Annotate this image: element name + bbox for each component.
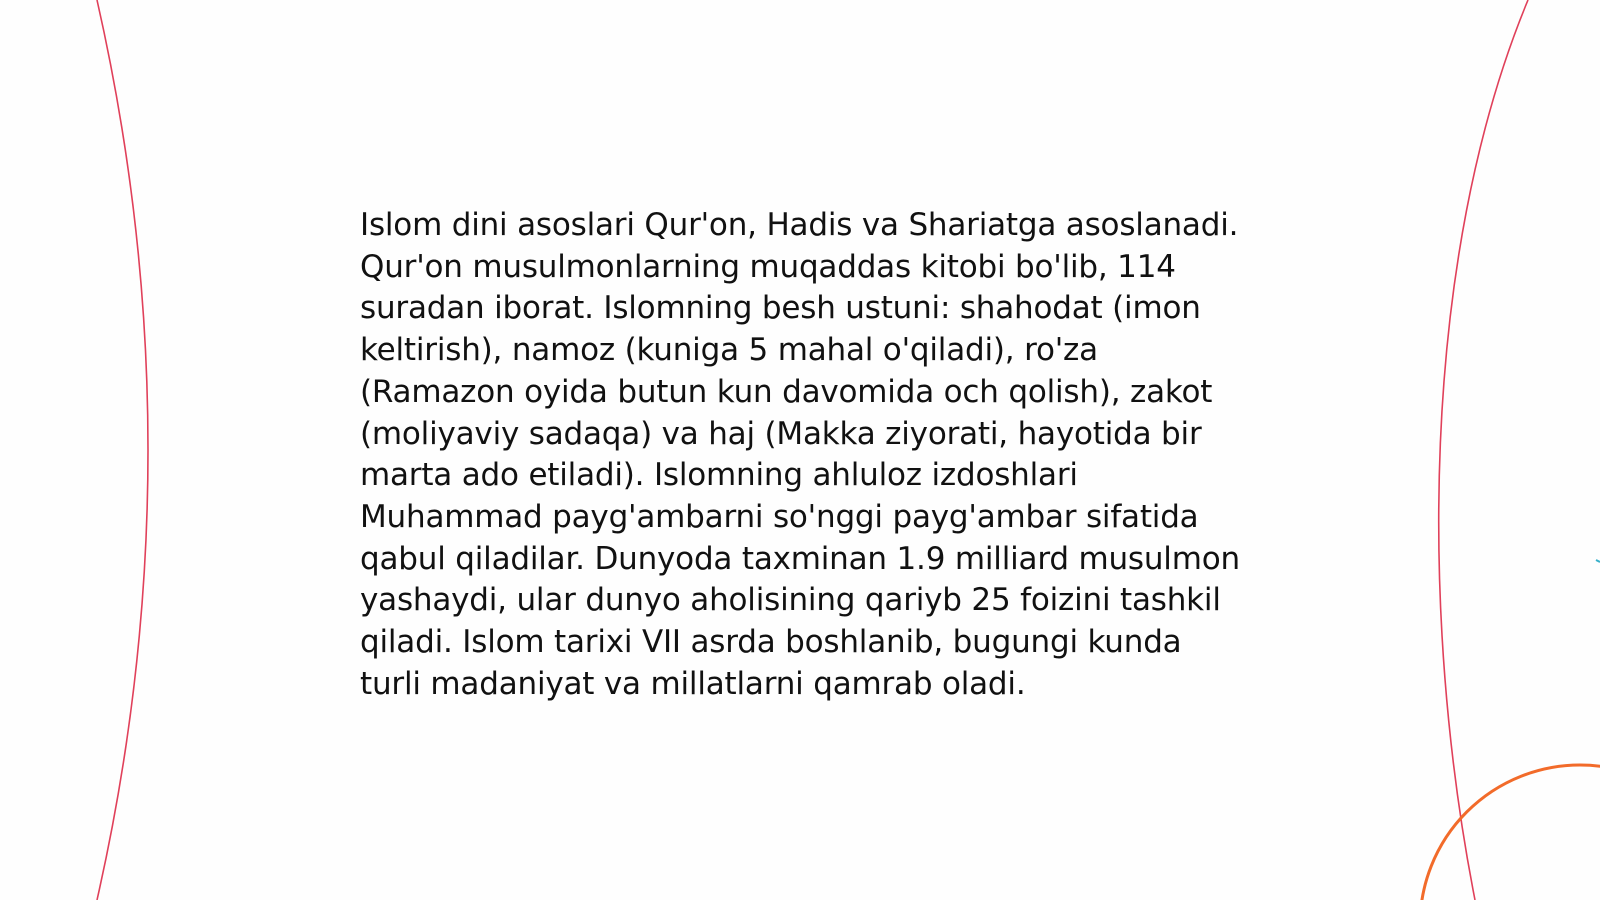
right-decorative-curve [1439,0,1528,900]
orange-decorative-circle [1420,765,1600,900]
left-decorative-curve [97,0,148,900]
slide-body-text: Islom dini asoslari Qur'on, Hadis va Shariatga asoslanadi. Qur'on musulmonlarning muqaddas kitobi bo'lib, 114 suradan iborat. Islomning besh ustuni: shahodat (imon keltirish), namoz (kuniga 5 mahal o'qiladi), ro'za (Ramazon oyida butun kun davomida och qolish), zakot (moliyaviy sadaqa) va haj (Makka ziyorati, hayotida bir marta ado etiladi). Islomning ahluloz izdoshlari Muhammad payg'ambarni so'nggi payg'ambar sifatida qabul qiladilar. Dunyoda taxminan 1.9 milliard musulmon yashaydi, ular dunyo aholisining qariyb 25 foizini tashkil qiladi. Islom tarixi VII asrda boshlanib, bugungi kunda turli madaniyat va millatlarni qamrab oladi. [360,207,1240,702]
teal-accent-mark [1596,560,1600,562]
